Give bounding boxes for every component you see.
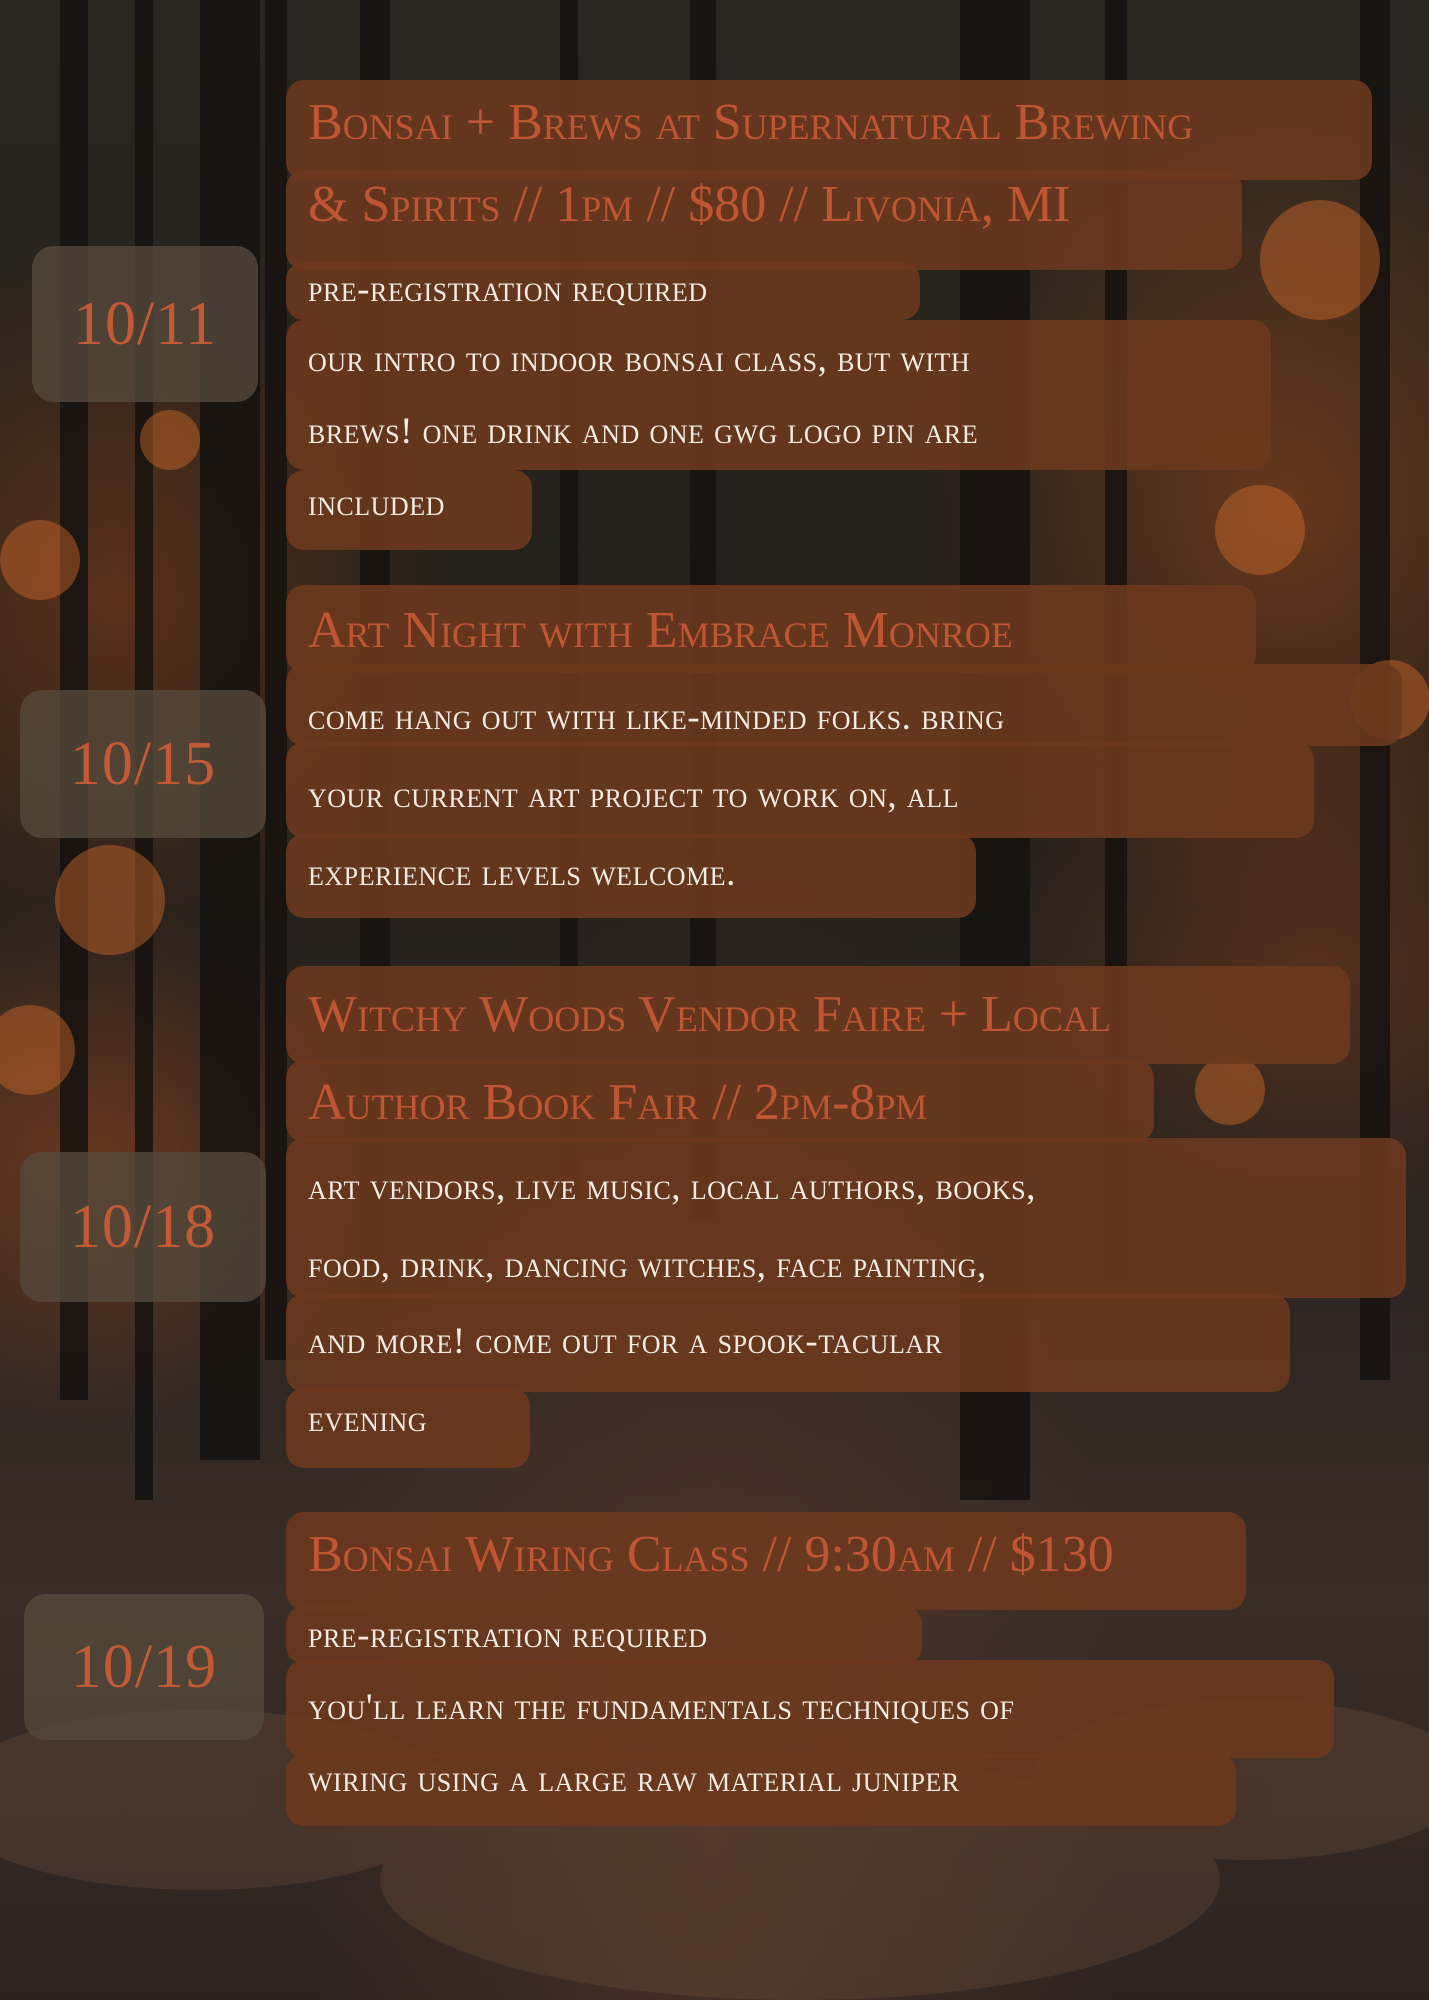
event-description: included [308,483,445,524]
event-title: Bonsai + Brews at Supernatural Brewing [308,94,1194,151]
event-description: your current art project to work on, all [308,775,959,816]
event-description: pre-registration required [308,269,708,310]
event-description: you'll learn the fundamentals techniques of [308,1687,1015,1728]
event-title: Author Book Fair // 2pm-8pm [308,1074,928,1131]
event-description: experience levels welcome. [308,853,736,894]
event-description: come hang out with like-minded folks. bring [308,697,1005,738]
event-description: brews! one drink and one gwg logo pin are [308,411,979,452]
event-title: Bonsai Wiring Class // 9:30am // $130 [308,1526,1114,1583]
event-description: and more! come out for a spook-tacular [308,1321,943,1362]
event-title: Witchy Woods Vendor Faire + Local [308,986,1111,1043]
event-title: & Spirits // 1pm // $80 // Livonia, MI [308,176,1071,233]
event-title: Art Night with Embrace Monroe [308,602,1013,659]
event-description: food, drink, dancing witches, face painting, [308,1245,987,1286]
event-description: pre-registration required [308,1615,708,1656]
event-date-badge: 10/18 [20,1152,266,1302]
event-description: evening [308,1399,428,1440]
event-date-badge: 10/19 [24,1594,264,1740]
event-description: art vendors, live music, local authors, books, [308,1167,1036,1208]
event-date-badge: 10/15 [20,690,266,838]
event-description: our intro to indoor bonsai class, but with [308,339,971,380]
event-description: wiring using a large raw material juniper [308,1759,960,1800]
event-date-badge: 10/11 [32,246,258,402]
